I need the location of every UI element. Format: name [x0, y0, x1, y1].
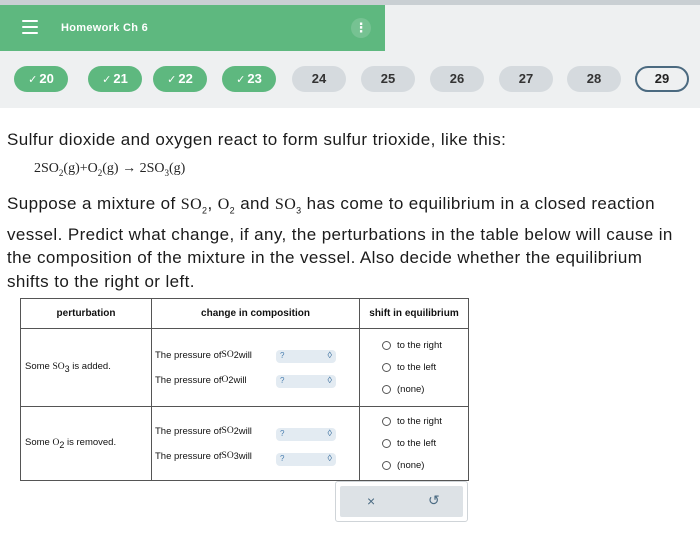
header-perturbation: perturbation	[21, 299, 152, 329]
question-26-button[interactable]: 26	[430, 66, 484, 92]
question-21-button[interactable]: ✓ 21	[88, 66, 142, 92]
question-28-button[interactable]: 28	[567, 66, 621, 92]
pressure-select[interactable]: ? ◊	[276, 350, 336, 363]
shift-right-radio[interactable]: to the right	[360, 411, 468, 433]
menu-icon[interactable]	[22, 20, 38, 34]
shift-right-radio[interactable]: to the right	[360, 335, 468, 357]
pressure-statement: The pressure of SO 3 will	[155, 450, 252, 462]
check-icon: ✓	[102, 74, 112, 86]
radio-circle-icon	[382, 363, 391, 372]
radio-circle-icon	[382, 417, 391, 426]
check-icon: ✓	[28, 74, 38, 86]
shift-left-radio[interactable]: to the left	[360, 433, 468, 455]
select-arrows-icon: ◊	[327, 428, 332, 438]
pressure-statement: The pressure of O 2 will	[155, 374, 247, 386]
question-25-button[interactable]: 25	[361, 66, 415, 92]
pressure-select[interactable]: ? ◊	[276, 453, 336, 466]
assignment-header	[0, 5, 385, 51]
question-20-button[interactable]: ✓ 20	[14, 66, 68, 92]
radio-circle-icon	[382, 341, 391, 350]
undo-icon[interactable]: ↺	[428, 492, 440, 508]
question-29-button[interactable]: 29	[635, 66, 689, 92]
shift-none-radio[interactable]: (none)	[360, 455, 468, 477]
radio-circle-icon	[382, 385, 391, 394]
check-icon: ✓	[167, 74, 177, 86]
select-arrows-icon: ◊	[327, 453, 332, 463]
perturbation-label: Some $O_2$ is removed.	[21, 407, 152, 481]
select-arrows-icon: ◊	[327, 350, 332, 360]
answer-actions	[335, 481, 468, 522]
question-24-button[interactable]: 24	[292, 66, 346, 92]
radio-circle-icon	[382, 439, 391, 448]
more-options-icon[interactable]: ⋮	[351, 18, 371, 38]
question-27-button[interactable]: 27	[499, 66, 553, 92]
shift-left-radio[interactable]: to the left	[360, 357, 468, 379]
pressure-select[interactable]: ? ◊	[276, 375, 336, 388]
header-change: change in composition	[152, 299, 360, 329]
select-arrows-icon: ◊	[327, 375, 332, 385]
problem-intro: Sulfur dioxide and oxygen react to form sulfur trioxide, like this:	[7, 130, 507, 149]
perturbation-label: Some $SO_3$ is added.	[21, 329, 152, 407]
question-23-button[interactable]: ✓ 23	[222, 66, 276, 92]
check-icon: ✓	[236, 74, 246, 86]
pressure-statement: The pressure of SO 2 will	[155, 349, 252, 361]
shift-none-radio[interactable]: (none)	[360, 379, 468, 401]
pressure-statement: The pressure of SO 2 will	[155, 425, 252, 437]
radio-circle-icon	[382, 461, 391, 470]
perturbation-table	[20, 298, 469, 481]
clear-icon[interactable]: ×	[367, 493, 376, 509]
reaction-equation: $2SO_2(g)+O_2(g) \to 2SO_3(g)$	[34, 161, 186, 178]
question-22-button[interactable]: ✓ 22	[153, 66, 207, 92]
assignment-title: Homework Ch 6	[61, 22, 149, 34]
problem-text: Suppose a mixture of $SO_2$, $O_2$ and $SO_3$ has come to equilibrium in a closed reaction vessel. Predict what change, if any, the perturbations in the table below will cause in the composition of the mixture in the vessel. Also decide whether the equilibrium shifts to the right or left.	[7, 194, 673, 291]
pressure-select[interactable]: ? ◊	[276, 428, 336, 441]
header-shift: shift in equilibrium	[360, 299, 469, 329]
